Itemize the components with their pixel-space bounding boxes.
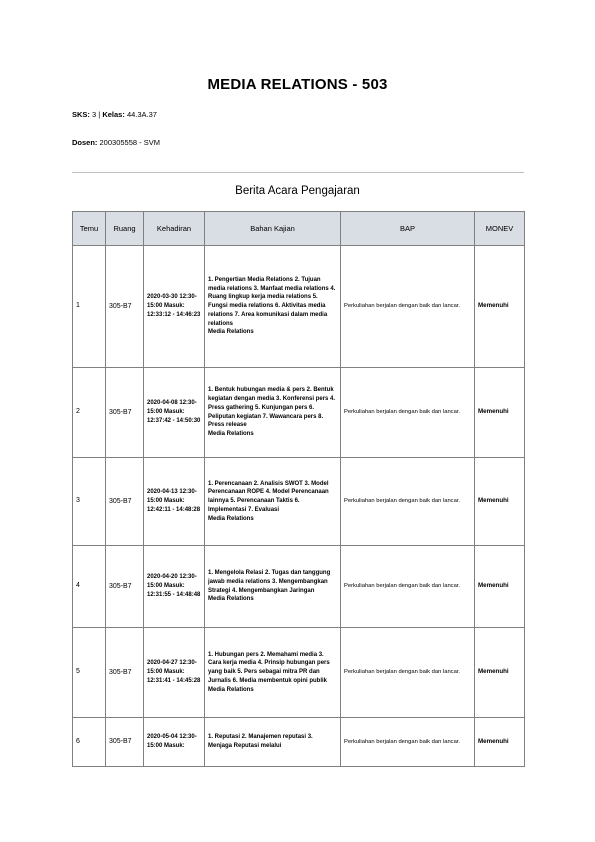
cell-monev: Memenuhi bbox=[475, 546, 525, 628]
table-header-row bbox=[73, 212, 525, 246]
header-bahan-kajian: Bahan Kajian bbox=[205, 212, 341, 246]
table-row bbox=[73, 546, 525, 628]
cell-temu: 4 bbox=[73, 546, 106, 628]
material-topics: 1. Pengertian Media Relations 2. Tujuan media relations 3. Manfaat media relations 4. Ruang lingkup kerja media relations 5. Fungsi media relations 6. Aktivitas media relations 7. Area komunikasi dalam media relations bbox=[208, 277, 336, 327]
cell-monev: Memenuhi bbox=[475, 458, 525, 546]
material-source: Media Relations bbox=[208, 515, 254, 522]
cell-kehadiran: 2020-04-20 12:30-15:00 Masuk: 12:31:55 - 14:48:48 bbox=[144, 546, 205, 628]
cell-kehadiran: 2020-03-30 12:30-15:00 Masuk: 12:33:12 - 14:46:23 bbox=[144, 246, 205, 368]
cell-bap: Perkuliahan berjalan dengan baik dan lancar. bbox=[341, 458, 475, 546]
cell-temu: 5 bbox=[73, 628, 106, 718]
cell-temu: 3 bbox=[73, 458, 106, 546]
cell-bahan-kajian bbox=[205, 246, 341, 368]
table-row bbox=[73, 718, 525, 767]
material-source: Media Relations bbox=[208, 430, 254, 437]
dosen-value: 200305558 - SVM bbox=[99, 138, 160, 147]
material-topics: 1. Bentuk hubungan media & pers 2. Bentuk kegiatan dengan media 3. Konferensi pers 4. Press gathering 5. Kunjungan pers 6. Peliputan kegiatan 7. Wawancara pers 8. Press release bbox=[208, 387, 336, 429]
cell-temu: 2 bbox=[73, 368, 106, 458]
sks-value: 3 bbox=[92, 110, 97, 119]
cell-kehadiran: 2020-05-04 12:30-15:00 Masuk: bbox=[144, 718, 205, 767]
section-title: Berita Acara Pengajaran bbox=[235, 185, 360, 197]
cell-kehadiran: 2020-04-13 12:30-15:00 Masuk: 12:42:11 - 14:48:28 bbox=[144, 458, 205, 546]
table-row bbox=[73, 628, 525, 718]
cell-ruang: 305-B7 bbox=[106, 368, 144, 458]
cell-monev: Memenuhi bbox=[475, 628, 525, 718]
kelas-label: Kelas: bbox=[102, 110, 125, 119]
cell-kehadiran: 2020-04-08 12:30-15:00 Masuk: 12:37:42 - 14:50:30 bbox=[144, 368, 205, 458]
material-source: Media Relations bbox=[208, 596, 254, 603]
cell-bahan-kajian bbox=[205, 458, 341, 546]
header-monev: MONEV bbox=[475, 212, 525, 246]
cell-bap: Perkuliahan berjalan dengan baik dan lancar. bbox=[341, 718, 475, 767]
sks-label: SKS: bbox=[72, 110, 90, 119]
header-ruang: Ruang bbox=[106, 212, 144, 246]
document-title: MEDIA RELATIONS - 503 bbox=[207, 76, 388, 93]
cell-bap: Perkuliahan berjalan dengan baik dan lancar. bbox=[341, 368, 475, 458]
table-row bbox=[73, 368, 525, 458]
cell-ruang: 305-B7 bbox=[106, 546, 144, 628]
lecturer-info bbox=[72, 138, 160, 147]
material-source: Media Relations bbox=[208, 329, 254, 336]
cell-temu: 6 bbox=[73, 718, 106, 767]
cell-ruang: 305-B7 bbox=[106, 246, 144, 368]
cell-bahan-kajian bbox=[205, 628, 341, 718]
cell-ruang: 305-B7 bbox=[106, 458, 144, 546]
header-bap: BAP bbox=[341, 212, 475, 246]
separator: | bbox=[98, 110, 101, 119]
cell-monev: Memenuhi bbox=[475, 368, 525, 458]
cell-ruang: 305-B7 bbox=[106, 628, 144, 718]
cell-bap: Perkuliahan berjalan dengan baik dan lancar. bbox=[341, 246, 475, 368]
table-row bbox=[73, 246, 525, 368]
course-info bbox=[72, 110, 157, 119]
material-source: Media Relations bbox=[208, 686, 254, 693]
cell-bahan-kajian bbox=[205, 368, 341, 458]
dosen-label: Dosen: bbox=[72, 138, 98, 147]
material-topics: 1. Hubungan pers 2. Memahami media 3. Cara kerja media 4. Prinsip hubungan pers yang baik 5. Pers sebagai mitra PR dan Jurnalis 6. Media membentuk opini publik bbox=[208, 651, 330, 684]
teaching-record-table bbox=[72, 211, 525, 767]
header-temu: Temu bbox=[73, 212, 106, 246]
divider bbox=[72, 172, 524, 173]
material-topics: 1. Reputasi 2. Manajemen reputasi 3. Menjaga Reputasi melalui bbox=[208, 734, 313, 749]
cell-bap: Perkuliahan berjalan dengan baik dan lancar. bbox=[341, 628, 475, 718]
cell-kehadiran: 2020-04-27 12:30-15:00 Masuk: 12:31:41 - 14:45:28 bbox=[144, 628, 205, 718]
cell-temu: 1 bbox=[73, 246, 106, 368]
header-kehadiran: Kehadiran bbox=[144, 212, 205, 246]
material-topics: 1. Mengelola Relasi 2. Tugas dan tanggung jawab media relations 3. Mengembangkan Strategi 4. Mengembangkan Jaringan bbox=[208, 570, 331, 594]
cell-bahan-kajian bbox=[205, 718, 341, 767]
cell-monev: Memenuhi bbox=[475, 718, 525, 767]
cell-ruang: 305-B7 bbox=[106, 718, 144, 767]
cell-bahan-kajian bbox=[205, 546, 341, 628]
kelas-value: 44.3A.37 bbox=[126, 110, 157, 119]
cell-monev: Memenuhi bbox=[475, 246, 525, 368]
material-topics: 1. Perencanaan 2. Analisis SWOT 3. Model Perencanaan ROPE 4. Model Perencanaan lainnya 5. Perencanaan Taktis 6. Implementasi 7. Evaluasi bbox=[208, 480, 329, 513]
table-row bbox=[73, 458, 525, 546]
cell-bap: Perkuliahan berjalan dengan baik dan lancar. bbox=[341, 546, 475, 628]
